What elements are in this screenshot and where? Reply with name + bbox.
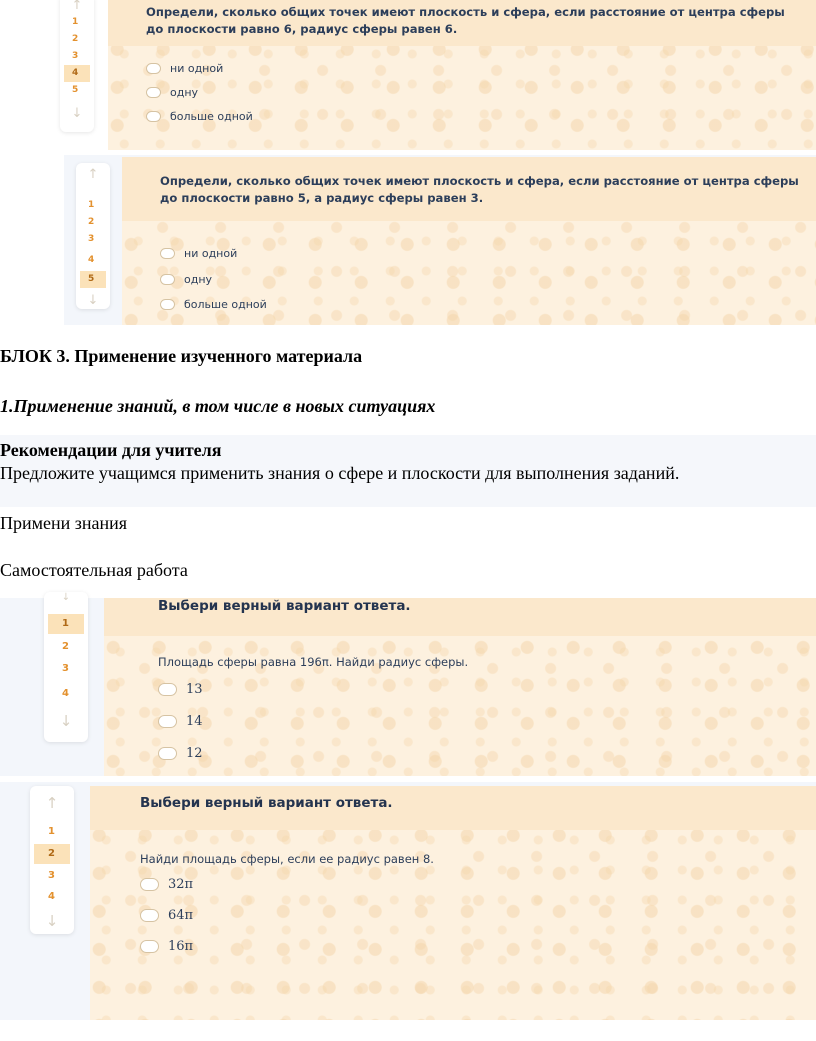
radio-button[interactable] xyxy=(160,248,175,259)
arrow-up-icon[interactable]: ↑ xyxy=(87,167,99,182)
independent-work-label: Самостоятельная работа xyxy=(0,560,188,580)
arrow-down-icon[interactable]: ↓ xyxy=(59,712,73,730)
question-nav-rail xyxy=(76,163,110,309)
quiz-screenshot-3 xyxy=(0,592,816,776)
nav-item[interactable]: 2 xyxy=(72,34,79,44)
question-nav-rail xyxy=(60,0,94,132)
arrow-down-icon[interactable]: ↓ xyxy=(87,293,99,308)
radio-button[interactable] xyxy=(160,274,175,285)
question-nav-rail xyxy=(44,592,88,742)
question-text: Найди площадь сферы, если ее радиус равен 8. xyxy=(140,852,434,866)
answer-option[interactable]: 12 xyxy=(158,746,203,761)
nav-item-active[interactable]: 5 xyxy=(80,271,106,288)
answer-option[interactable]: 32π xyxy=(140,877,193,892)
nav-item-active[interactable]: 1 xyxy=(48,614,84,634)
question-heading: Выбери верный вариант ответа. xyxy=(140,795,393,811)
radio-button[interactable] xyxy=(158,683,177,696)
nav-item[interactable]: 5 xyxy=(72,85,79,95)
question-heading: Выбери верный вариант ответа. xyxy=(158,598,411,614)
radio-button[interactable] xyxy=(158,715,177,728)
arrow-down-icon[interactable]: ↓ xyxy=(45,912,59,930)
nav-item[interactable]: 1 xyxy=(72,17,79,27)
question-text: Определи, сколько общих точек имеют плоскость и сфера, если расстояние от центра сферы до плоскости равно 5, а радиус сферы равен 3. xyxy=(160,174,799,205)
nav-item[interactable]: 3 xyxy=(62,663,69,674)
answer-option[interactable]: 14 xyxy=(158,714,203,729)
nav-item[interactable]: 2 xyxy=(62,641,69,652)
question-panel xyxy=(90,786,816,1020)
arrow-up-icon[interactable]: ↑ xyxy=(45,794,59,812)
answer-option[interactable]: 13 xyxy=(158,682,203,697)
block-title: БЛОК 3. Применение изученного материала xyxy=(0,346,363,366)
nav-item-active[interactable]: 4 xyxy=(64,65,90,82)
quiz-screenshot-1 xyxy=(0,0,816,150)
recommendation-title: Рекомендации для учителя xyxy=(0,440,222,460)
nav-item[interactable]: 4 xyxy=(48,891,55,902)
arrow-up-icon[interactable]: ↑ xyxy=(71,0,83,13)
radio-button[interactable] xyxy=(140,878,159,891)
nav-item[interactable]: 3 xyxy=(88,234,95,244)
radio-button[interactable] xyxy=(140,940,159,953)
question-panel xyxy=(104,598,816,776)
recommendation-text: Предложите учащимся применить знания о сфере и плоскости для выполнения заданий. xyxy=(0,463,680,483)
answer-option[interactable]: одну xyxy=(146,86,198,99)
answer-option[interactable]: одну xyxy=(160,273,212,286)
radio-button[interactable] xyxy=(146,87,161,98)
radio-button[interactable] xyxy=(146,63,161,74)
answer-option[interactable]: больше одной xyxy=(146,110,253,123)
nav-item[interactable]: 2 xyxy=(88,217,95,227)
radio-button[interactable] xyxy=(146,111,161,122)
answer-option[interactable]: 16π xyxy=(140,939,193,954)
nav-item[interactable]: 3 xyxy=(72,51,79,61)
nav-item[interactable]: 1 xyxy=(88,200,95,210)
quiz-screenshot-2 xyxy=(64,155,816,325)
arrow-down-icon[interactable]: ↓ xyxy=(71,106,83,121)
question-nav-rail xyxy=(30,786,74,934)
question-text: Определи, сколько общих точек имеют плоскость и сфера, если расстояние от центра сферы до плоскости равно 6, радиус сферы равен 6. xyxy=(146,5,785,36)
nav-item[interactable]: 4 xyxy=(88,255,95,265)
nav-item-active[interactable]: 2 xyxy=(34,844,70,864)
answer-option[interactable]: больше одной xyxy=(160,298,267,311)
question-text: Площадь сферы равна 196π. Найди радиус сферы. xyxy=(158,655,469,669)
quiz-screenshot-4 xyxy=(0,782,816,1020)
nav-item[interactable]: 4 xyxy=(62,688,69,699)
arrow-down-icon[interactable]: ↓ xyxy=(61,592,71,603)
answer-option[interactable]: 64π xyxy=(140,908,193,923)
nav-item[interactable]: 3 xyxy=(48,870,55,881)
radio-button[interactable] xyxy=(140,909,159,922)
radio-button[interactable] xyxy=(160,299,175,310)
radio-button[interactable] xyxy=(158,747,177,760)
nav-item[interactable]: 1 xyxy=(48,826,55,837)
section-title: 1.Применение знаний, в том числе в новых ситуациях xyxy=(0,396,436,416)
answer-option[interactable]: ни одной xyxy=(160,247,237,260)
answer-option[interactable]: ни одной xyxy=(146,62,223,75)
apply-knowledge-label: Примени знания xyxy=(0,513,128,533)
